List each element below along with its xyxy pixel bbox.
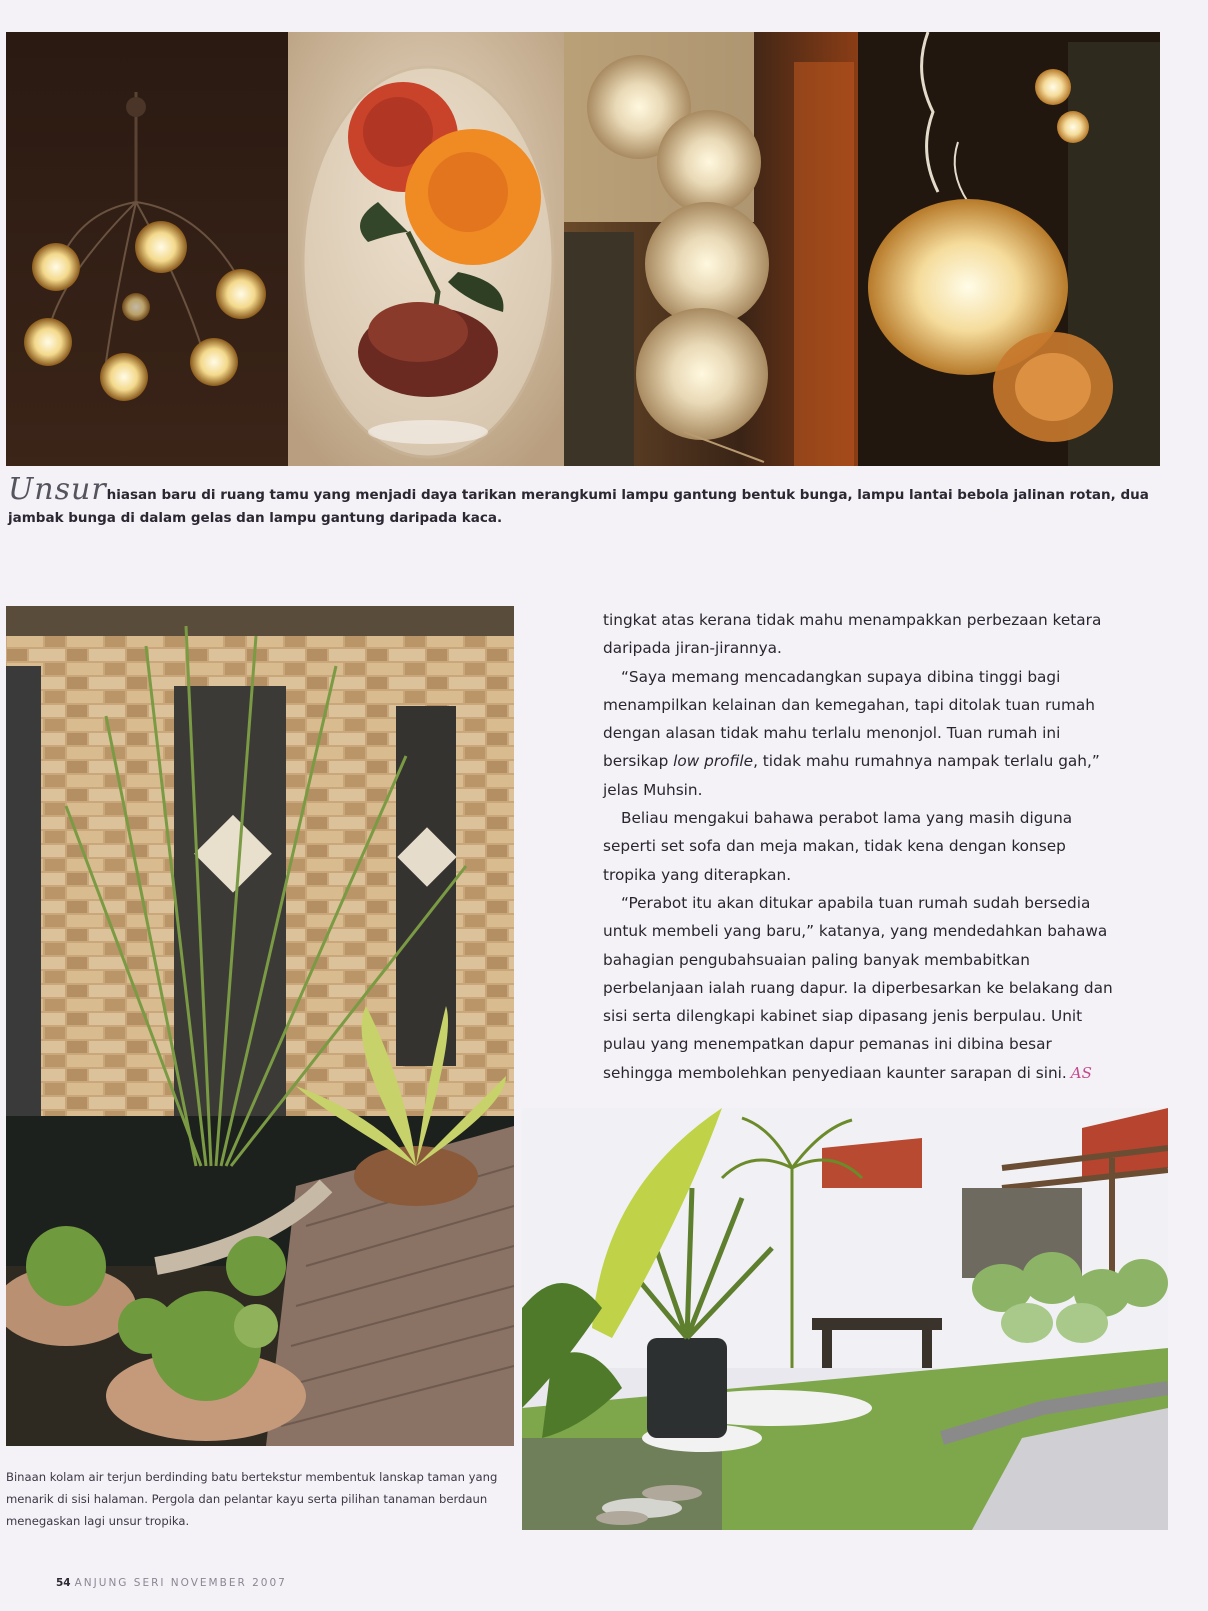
top-photo-caption: [8, 472, 1188, 530]
garden-photo-caption: Binaan kolam air terjun berdinding batu bertekstur membentuk lanskap taman yang menarik di sisi halaman. Pergola dan pelantar kayu serta pilihan tanaman berdaun menegaskan lagi unsur tropika.: [6, 1470, 498, 1528]
photo-waterfall-pond-garden: [6, 606, 514, 1446]
photo-flower-chandelier: [6, 32, 288, 466]
article-end-mark: AS: [1070, 1063, 1092, 1082]
article-paragraph-2: “Saya memang mencadangkan supaya dibina tinggi bagi menampilkan kelainan dan kemegahan, tapi ditolak tuan rumah dengan alasan tidak mahu terlalu menonjol. Tuan rumah ini bersikap low profile, tidak mahu rumahnya nampak terlalu gah,” jelas Muhsin.: [603, 667, 1100, 799]
photo-flowers-in-glass: [288, 32, 564, 466]
photo-glass-pendant-lamp: [858, 32, 1160, 466]
page-footer: [56, 1577, 287, 1589]
article-paragraph-3: Beliau mengakui bahawa perabot lama yang masih diguna seperti set sofa dan meja makan, tidak kena dengan konsep tropika yang diterapkan.: [603, 809, 1073, 884]
photo-rattan-ball-lamp: [564, 32, 858, 466]
photo-tropical-garden-lawn: [522, 1108, 1168, 1530]
article-paragraph-1: tingkat atas kerana tidak mahu menampakkan perbezaan ketara daripada jiran-jirannya.: [603, 611, 1102, 658]
publication-name: ANJUNG SERI NOVEMBER 2007: [74, 1577, 287, 1589]
article-body: [603, 606, 1123, 1087]
caption-text: hiasan baru di ruang tamu yang menjadi daya tarikan merangkumi lampu gantung bentuk bunga, lampu lantai bebola jalinan rotan, dua jambak bunga di dalam gelas dan lampu gantung daripada kaca.: [8, 487, 1149, 526]
article-paragraph-4: “Perabot itu akan ditukar apabila tuan rumah sudah bersedia untuk membeli yang baru,” katanya, yang mendedahkan bahawa bahagian pengubahsuaian paling banyak membabitkan perbelanjaan ialah ruang dapur. Ia diperbesarkan ke belakang dan sisi serta dilengkapi kabinet siap dipasang jenis berpulau. Unit pulau yang menempatkan dapur pemanas ini dibina besar sehingga membolehkan penyediaan kaunter sarapan di sini. AS: [603, 893, 1113, 1082]
caption-dropcap: Unsur: [8, 472, 107, 507]
article-italic-term: low profile: [673, 752, 754, 771]
page-number: 54: [56, 1577, 71, 1589]
